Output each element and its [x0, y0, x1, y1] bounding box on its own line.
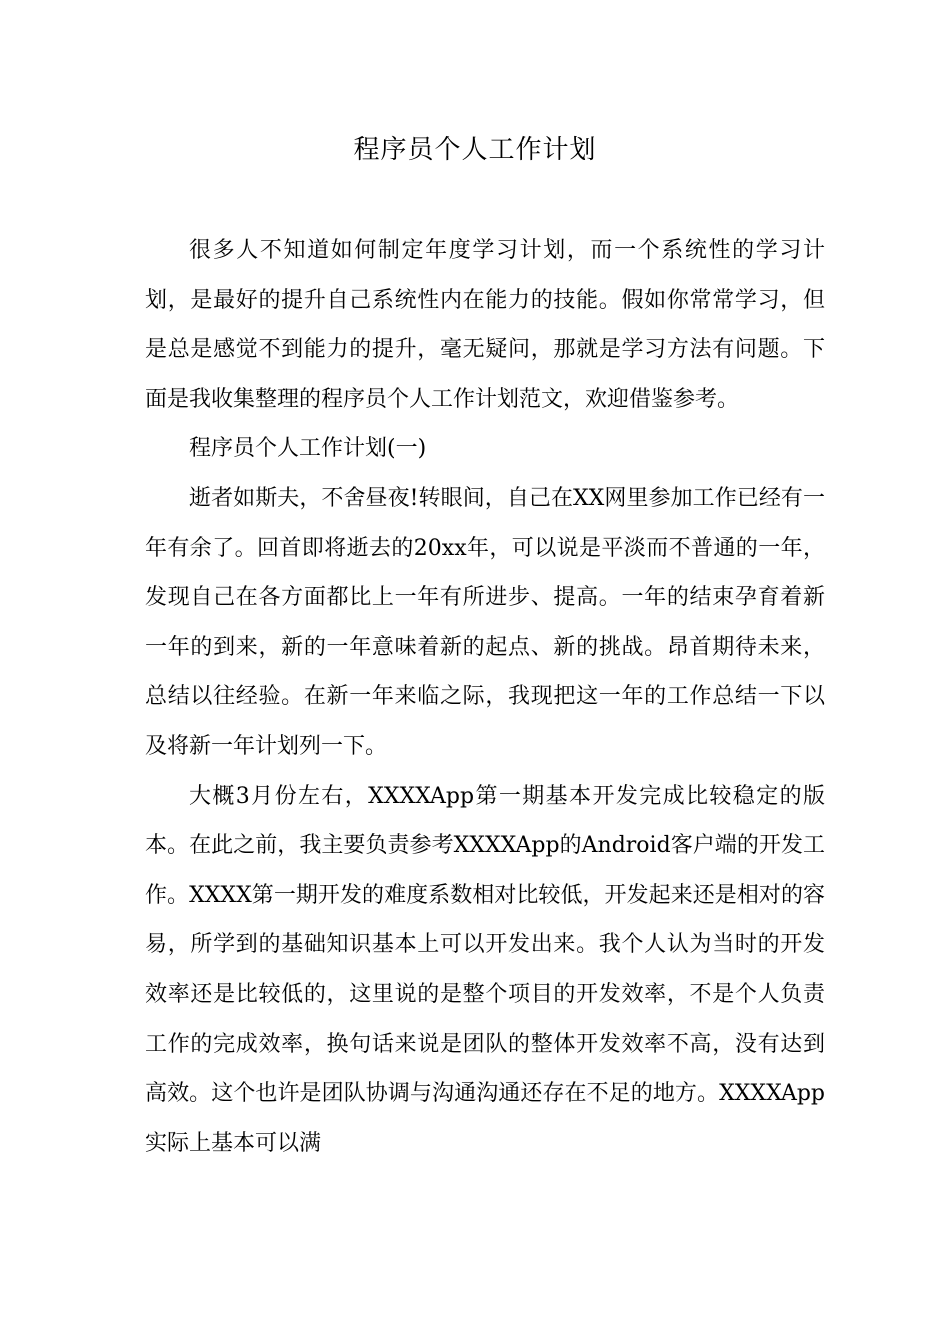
- body-paragraph: 逝者如斯夫，不舍昼夜!转眼间，自己在XX网里参加工作已经有一年有余了。回首即将逝去的20xx年，可以说是平淡而不普通的一年，发现自己在各方面都比上一年有所进步、提高。一年的结束孕育着新一年的到来，新的一年意味着新的起点、新的挑战。昂首期待未来，总结以往经验。在新一年来临之际，我现把这一年的工作总结一下以及将新一年计划列一下。: [145, 485, 825, 759]
- section-heading: 程序员个人工作计划(一): [189, 436, 427, 462]
- document-title: 程序员个人工作计划: [353, 135, 597, 165]
- body-paragraph: 大概3月份左右，XXXXApp第一期基本开发完成比较稳定的版本。在此之前，我主要负责参考XXXXApp的Android客户端的开发工作。XXXX第一期开发的难度系数相对比较低，开发起来还是相对的容易，所学到的基础知识基本上可以开发出来。我个人认为当时的开发效率还是比较低的，这里说的是整个项目的开发效率，不是个人负责工作的完成效率，换句话来说是团队的整体开发效率不高，没有达到高效。这个也许是团队协调与沟通沟通还存在不足的地方。XXXXApp实际上基本可以满: [145, 783, 825, 1156]
- document-body: [145, 226, 825, 1168]
- intro-paragraph: 很多人不知道如何制定年度学习计划，而一个系统性的学习计划，是最好的提升自己系统性内在能力的技能。假如你常常学习，但是总是感觉不到能力的提升，毫无疑问，那就是学习方法有问题。下面是我收集整理的程序员个人工作计划范文，欢迎借鉴参考。: [145, 238, 825, 412]
